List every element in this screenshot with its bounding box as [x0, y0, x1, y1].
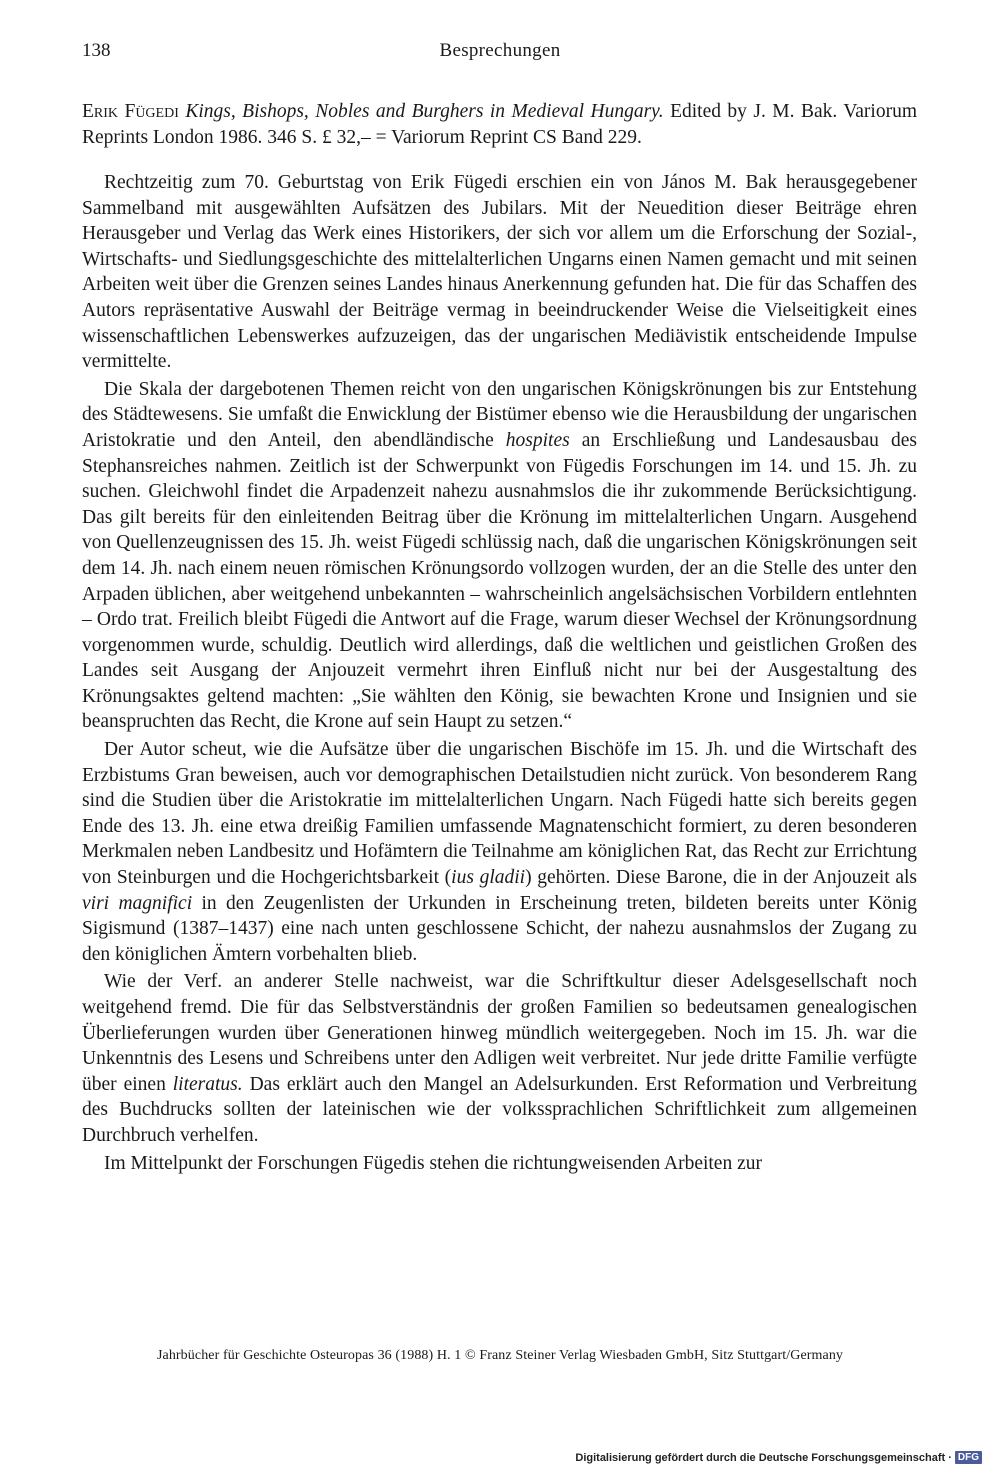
- paragraph-5: [82, 1151, 917, 1177]
- italic-term-ius-gladii: ius gladii: [451, 867, 526, 889]
- citation-author: Erik Fügedi: [82, 101, 179, 122]
- italic-term-literatus: literatus.: [172, 1073, 243, 1095]
- review-body: [82, 170, 917, 1178]
- paragraph-1-text: Rechtzeitig zum 70. Geburtstag von Erik Fügedi erschien ein von János M. Bak herausgegebener Sammelband mit ausgewählten Aufsätzen des Jubilars. Mit der Neuedition dieser Beiträge ehren Herausgeber und Verlag das Werk eines Historikers, der sich vor allem um die Erforschung der Sozial-, Wirtschafts- und Siedlungsgeschichte des mittelalterlichen Ungarns einen Namen gemacht und mit seinen Arbeiten weit über die Grenzen seines Landes hinaus Anerkennung gefunden hat. Die für das Schaffen des Autors repräsentative Auswahl der Beiträge vermag in beeindruckender Weise die Vielseitigkeit eines wissenschaftlichen Lebenswerkes aufzuzeigen, das der ungarischen Mediävistik entscheidende Impulse vermittelte.: [82, 172, 917, 373]
- citation-title: Kings, Bishops, Nobles and Burghers in Medieval Hungary.: [185, 101, 664, 122]
- italic-term-hospites: hospites: [505, 429, 570, 451]
- italic-term-viri-magnifici: viri magnifici: [82, 892, 193, 914]
- paragraph-4-text-b: Das erklärt auch den Mangel an Adelsurkunden. Erst Reformation und Verbreitung des Buchdrucks sollten der lateinischen wie der volkssprachlichen Schriftlichkeit zum allgemeinen Durchbruch verhelfen.: [82, 1073, 917, 1146]
- paragraph-2-text-a: Die Skala der dargebotenen Themen reicht von den ungarischen Königskrönungen bis zur Entstehung des Städtewesens. Sie umfaßt die Enwicklung der Bistümer ebenso wie die Herausbildung der ungarischen Aristokratie und den Anteil, den abendländische: [82, 378, 917, 451]
- running-head: Besprechungen: [439, 40, 561, 61]
- paragraph-3-text-b: ) gehörten. Diese Barone, die in der Anjouzeit als: [525, 867, 917, 889]
- journal-footer: Jahrbücher für Geschichte Osteuropas 36 (1988) H. 1 © Franz Steiner Verlag Wiesbaden GmbH, Sitz Stuttgart/Germany: [156, 1348, 844, 1363]
- dfg-logo-icon: DFG: [955, 1451, 982, 1464]
- paragraph-4-text-a: Wie der Verf. an anderer Stelle nachweist, war die Schriftkultur dieser Adelsgesellschaft noch weitgehend fremd. Die für das Selbstverständnis der großen Familien so bedeutsamen genealogischen Überlieferungen wurden über Generationen hinweg mündlich weitergegeben. Noch im 15. Jh. war die Unkenntnis des Lesens und Schreibens unter den Adligen weit verbreitet. Nur jede dritte Familie verfügte über einen: [82, 971, 917, 1095]
- paragraph-3: [82, 737, 917, 967]
- review-citation: [82, 99, 917, 151]
- page-number: 138: [82, 40, 111, 61]
- digitization-banner: [575, 1451, 982, 1464]
- paragraph-3-text-c: in den Zeugenlisten der Urkunden in Erscheinung treten, bildeten bereits unter König Sigismund (1387–1437) eine nach unten geschlossene Schicht, der nahezu ausnahmslos der Zugang zu den königlichen Ämtern vorbehalten blieb.: [82, 892, 917, 965]
- paragraph-4: [82, 969, 917, 1148]
- paragraph-2-text-b: an Erschließung und Landesausbau des Stephansreiches nahmen. Zeitlich ist der Schwerpunkt von Fügedis Forschungen im 14. und 15. Jh. zu suchen. Gleichwohl findet die Arpadenzeit nahezu ausnahmslos die ihr zukommende Berücksichtigung. Das gilt bereits für den einleitenden Beitrag über die Krönung im mittelalterlichen Ungarn. Ausgehend von Quellenzeugnissen des 15. Jh. weist Fügedi schlüssig nach, daß die ungarischen Königskrönungen seit dem 14. Jh. nach einem neuen römischen Krönungsordo vollzogen wurden, der an die Stelle des unter den Arpaden üblichen, aber weitgehend unbekannten – wahrscheinlich angelsächsischen Vorbildern entlehnten – Ordo trat. Freilich bleibt Fügedi die Antwort auf die Frage, warum dieser Wechsel der Krönungsordnung vorgenommen wurde, schuldig. Deutlich wird allerdings, daß die weltlichen und geistlichen Großen des Landes seit Ausgang der Anjouzeit vermehrt ihren Einfluß nicht nur bei der Ausgestaltung des Krönungsaktes geltend machten: „Sie wählten den König, sie bewachten Krone und Insignien und sie beanspruchten das Recht, die Krone auf sein Haupt zu setzen.“: [82, 429, 917, 733]
- paragraph-3-text-a: Der Autor scheut, wie die Aufsätze über die ungarischen Bischöfe im 15. Jh. und die Wirtschaft des Erzbistums Gran beweisen, auch vor demographischen Detailstudien nicht zurück. Von besonderem Rang sind die Studien über die Aristokratie im mittelalterlichen Ungarn. Nach Fügedi hatte sich bereits gegen Ende des 13. Jh. eine etwa dreißig Familien umfassende Magnatenschicht formiert, zu deren besonderen Merkmalen neben Landbesitz und Hofämtern die Teilnahme am königlichen Rat, das Recht zur Errichtung von Steinburgen und die Hochgerichtsbarkeit (: [82, 739, 917, 889]
- paragraph-5-text: Im Mittelpunkt der Forschungen Fügedis stehen die richtungweisenden Arbeiten zur: [104, 1152, 762, 1174]
- digitization-text: Digitalisierung gefördert durch die Deutsche Forschungsgemeinschaft ·: [575, 1451, 952, 1464]
- paragraph-1: [82, 170, 917, 375]
- paragraph-2: [82, 377, 917, 735]
- citation-details: Edited by J. M. Bak. Variorum Reprints London 1986. 346 S. £ 32,– = Variorum Reprint CS Band 229.: [82, 101, 917, 148]
